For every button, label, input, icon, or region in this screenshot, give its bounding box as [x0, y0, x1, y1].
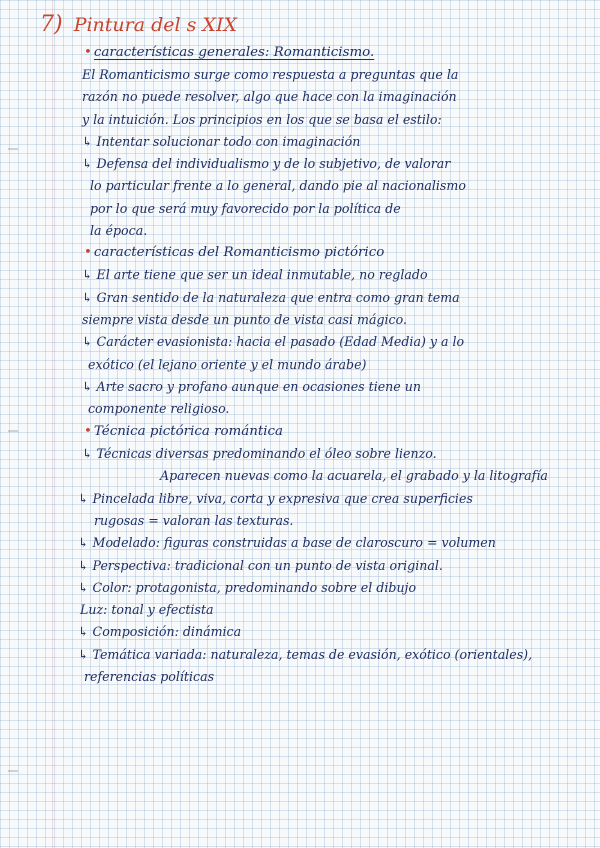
bullet-icon: •: [84, 245, 92, 260]
punch-mark: [8, 148, 18, 150]
page-title: [40, 12, 237, 42]
note-text: características generales: Romanticismo.: [93, 45, 375, 60]
note-line: [82, 311, 407, 329]
note-line: [84, 668, 214, 686]
section-heading: [84, 244, 384, 262]
note-text: ↳ Defensa del individualismo y de lo subjetivo, de valorar: [82, 156, 451, 171]
note-line: [78, 579, 416, 597]
note-line: [78, 646, 532, 664]
note-text: razón no puede resolver, algo que hace con la imaginación: [82, 89, 457, 104]
note-text: ↳ Perspectiva: tradicional con un punto de vista original.: [78, 558, 443, 573]
note-line: [82, 333, 464, 351]
note-line: [82, 155, 450, 173]
note-line: [82, 378, 421, 396]
note-text: ↳ Pincelada libre, viva, corta y expresiva que crea superficies: [78, 491, 473, 506]
margin-line: [52, 0, 53, 848]
note-line: [82, 111, 442, 129]
note-text: ↳ Temática variada: naturaleza, temas de evasión, exótico (orientales),: [78, 647, 533, 662]
note-text: siempre vista desde un punto de vista casi mágico.: [82, 312, 407, 327]
note-text: ↳ Arte sacro y profano aunque en ocasiones tiene un: [82, 379, 421, 394]
note-text: la época.: [90, 223, 148, 238]
note-line: [82, 88, 457, 106]
note-line: [88, 400, 229, 418]
note-line: [90, 222, 147, 240]
note-text: Luz: tonal y efectista: [80, 602, 214, 617]
note-text: ↳ Técnicas diversas predominando el óleo sobre lienzo.: [82, 446, 437, 461]
note-line: [78, 557, 443, 575]
note-text: Aparecen nuevas como la acuarela, el grabado y la litografía: [160, 468, 548, 483]
note-line: [78, 490, 473, 508]
section-number: 7): [40, 12, 63, 37]
note-text: ↳ Composición: dinámica: [78, 624, 242, 639]
note-line: [82, 445, 437, 463]
note-text: ↳ Intentar solucionar todo con imaginación: [82, 134, 361, 149]
note-line: [88, 356, 366, 374]
bullet-icon: •: [84, 424, 92, 439]
note-text: características del Romanticismo pictórico: [93, 245, 385, 260]
note-line: [80, 601, 214, 619]
note-text: exótico (el lejano oriente y el mundo árabe): [88, 357, 367, 372]
note-text: rugosas = valoran las texturas.: [94, 513, 294, 528]
note-text: ↳ El arte tiene que ser un ideal inmutable, no reglado: [82, 267, 428, 282]
note-text: El Romanticismo surge como respuesta a preguntas que la: [82, 67, 459, 82]
note-line: [82, 266, 428, 284]
note-line: [90, 200, 401, 218]
note-line: [78, 623, 241, 641]
section-title: Pintura del s XIX: [73, 14, 237, 36]
note-line: [90, 177, 466, 195]
note-line: [82, 289, 460, 307]
note-line: [94, 512, 293, 530]
note-text: componente religioso.: [88, 401, 230, 416]
note-line: [82, 66, 458, 84]
note-text: lo particular frente a lo general, dando pie al nacionalismo: [90, 178, 466, 193]
bullet-icon: •: [84, 45, 92, 60]
note-text: ↳ Gran sentido de la naturaleza que entra como gran tema: [82, 290, 460, 305]
section-heading: [84, 423, 283, 441]
note-text: y la intuición. Los principios en los que se basa el estilo:: [82, 112, 442, 127]
punch-mark: [8, 430, 18, 432]
note-text: por lo que será muy favorecido por la política de: [90, 201, 401, 216]
note-line: [82, 133, 360, 151]
note-text: ↳ Modelado: figuras construidas a base de claroscuro = volumen: [78, 535, 496, 550]
section-heading: [84, 44, 374, 62]
note-text: Técnica pictórica romántica: [93, 424, 284, 439]
punch-mark: [8, 770, 18, 772]
note-text: referencias políticas: [84, 669, 215, 684]
note-line: [160, 467, 548, 485]
note-text: ↳ Carácter evasionista: hacia el pasado (Edad Media) y a lo: [82, 334, 465, 349]
note-text: ↳ Color: protagonista, predominando sobre el dibujo: [78, 580, 417, 595]
note-line: [78, 534, 496, 552]
